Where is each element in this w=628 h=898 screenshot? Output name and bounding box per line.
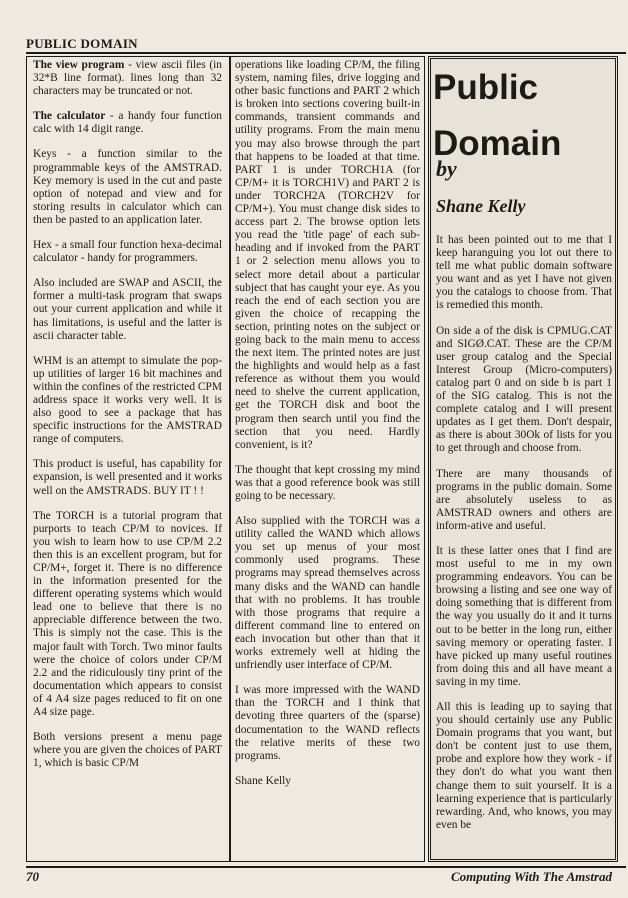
page-number: 70: [26, 869, 39, 884]
column-divider: [229, 56, 231, 862]
paragraph: WHM is an attempt to simulate the pop-up utilities of larger 16 bit machines and within the confines of the restricted CPM address space it works very well. It is also good to see a package that has specific instructions for the AMSTRAD range of computers.: [33, 354, 222, 446]
para-text: - view ascii files (in 32*B line format). lines long than 32 characters may be truncated or not.: [33, 59, 223, 98]
paragraph: On side a of the disk is CPMUG.CAT and SIGØ.CAT. These are the CP/M user group catalog and the Special Interest Group (Micro-computers) catalog part 0 and on side b is part 1 of the SIG catalog. This is not the complete catalog and I will present updates as I get them. Don't despair, as there is about 30Ok of lists for you to get through and choose from.: [436, 324, 612, 455]
sidebar-column: [436, 234, 612, 844]
publication-title: Computing With The Amstrad: [451, 869, 612, 884]
footer-rule: [26, 866, 626, 868]
paragraph: I was more impressed with the WAND than the TORCH and I think that devoting three quarters of the (sparse) documentation to the WAND reflects the relative merits of these two programs.: [235, 684, 420, 762]
paragraph: The thought that kept crossing my mind was that a good reference book was still going to be necessary.: [235, 463, 420, 502]
paragraph: [33, 59, 222, 98]
byline-author: Shane Kelly: [436, 196, 526, 216]
para-heading: The calculator: [33, 110, 106, 123]
section-header: PUBLIC DOMAIN: [26, 36, 138, 51]
paragraph: Also included are SWAP and ASCII, the former a multi-task program that swaps out your current application and while it has limitations, is useful and the latter is ascii character table.: [33, 277, 222, 342]
author-signature: Shane Kelly: [235, 774, 291, 787]
column-1: [33, 59, 222, 782]
paragraph: It is these latter ones that I find are most useful to me in my own programming endeavors. You can be browsing a listing and see one way of doing something that is different from the way you usually do it and it turns out to be better in the long run, either saving memory or operating faster. I have picked up many useful routines from doing this and all have meant a saving in my time.: [436, 544, 612, 688]
title-line: Public: [433, 68, 539, 107]
para-text: - a handy four function calc with 14 digit range.: [33, 110, 222, 136]
paragraph: operations like loading CP/M, the filing system, naming files, drive logging and other basic functions and PART 2 which is broken into sections covering built-in commands, transient commands and utility programs. From the main menu you may also browse through the part that happens to be loaded at that time. PART 1 is under TORCH1A (for CP/M+ it is TORCH1V) and PART 2 is under TORCH2A (TORCH2V for CP/M+). You must change disk sides to access part 2. The browse option lets you read the 'title page' of each sub-heading and if invoked from the PART 1 or 2 selection menu allows you to select more detail about a particular subject that has caught your eye. As you reach the end of each section you are given the choice of recapping the section, printing notes on the subject or going back to the main menu to access the next item. The printed notes are just the highlights and would help as a fast reference as without them you would need to shelve the current application, get the TORCH disk and boot the program then search until you find the section that you need. Hardly convenient, is it?: [235, 59, 420, 451]
sidebar-title: [433, 60, 613, 172]
paragraph: Keys - a function similar to the programmable keys of the AMSTRAD. Key memory is used in the cut and paste option of notepad and view and for storing results in calculator which can then be pasted to an application later.: [33, 148, 222, 226]
paragraph: It has been pointed out to me that I keep haranguing you lot out there to tell me what public domain software you want and as yet I have not given you the catalogs to choose from. That is remedied this month.: [436, 234, 612, 312]
column-2: [235, 59, 420, 800]
paragraph: The TORCH is a tutorial program that purports to teach CP/M to novices. If you wish to learn how to use CP/M 2.2 then this is an excellent program, but for CP/M+, forget it. There is no difference in the information presented for the different operating systems which would lead one to believe that there is no appreciable difference between the two. This is simply not the case. This is the major fault with Torch. Two minor faults were the choice of colors under CP/M 2.2 and the ridiculously tiny print of the documentation which appears to consist of 4 A4 size pages reduced to fit on one A4 size page.: [33, 509, 222, 719]
paragraph: Both versions present a menu page where you are given the choices of PART 1, which is basic CP/M: [33, 731, 223, 770]
paragraph: There are many thousands of programs in the public domain. Some are absolutely useless to as AMSTRAD owners and others are inform-ative and useful.: [436, 467, 612, 532]
title-line: Domain: [433, 124, 562, 163]
paragraph: This product is useful, has capability for expansion, is well presented and it works well on the AMSTRADS. BUY IT ! !: [33, 458, 222, 497]
byline-by: by: [436, 156, 457, 181]
paragraph: Also supplied with the TORCH was a utility called the WAND which allows you set up menus of your most commonly used programs. These programs may spread themselves across many disks and the WAND can handle that with no problems. It has trouble with those programs that require a different command line to entered on each invocation but other than that it works extremely well at hiding the unfriendly user interface of CP/M.: [235, 515, 420, 672]
paragraph: All this is leading up to saying that you should certainly use any Public Domain programs that you want, but don't be content just to use them, probe and explore how they work - if they don't do what you want then change them to suit yourself. It is a learning experience that is particularly rewarding. And, who knows, you may even be: [436, 701, 612, 831]
paragraph: [33, 110, 222, 136]
para-heading: The view program: [33, 59, 125, 71]
paragraph: Hex - a small four function hexa-decimal calculator - handy for programmers.: [33, 239, 222, 265]
header-rule: [26, 52, 626, 54]
